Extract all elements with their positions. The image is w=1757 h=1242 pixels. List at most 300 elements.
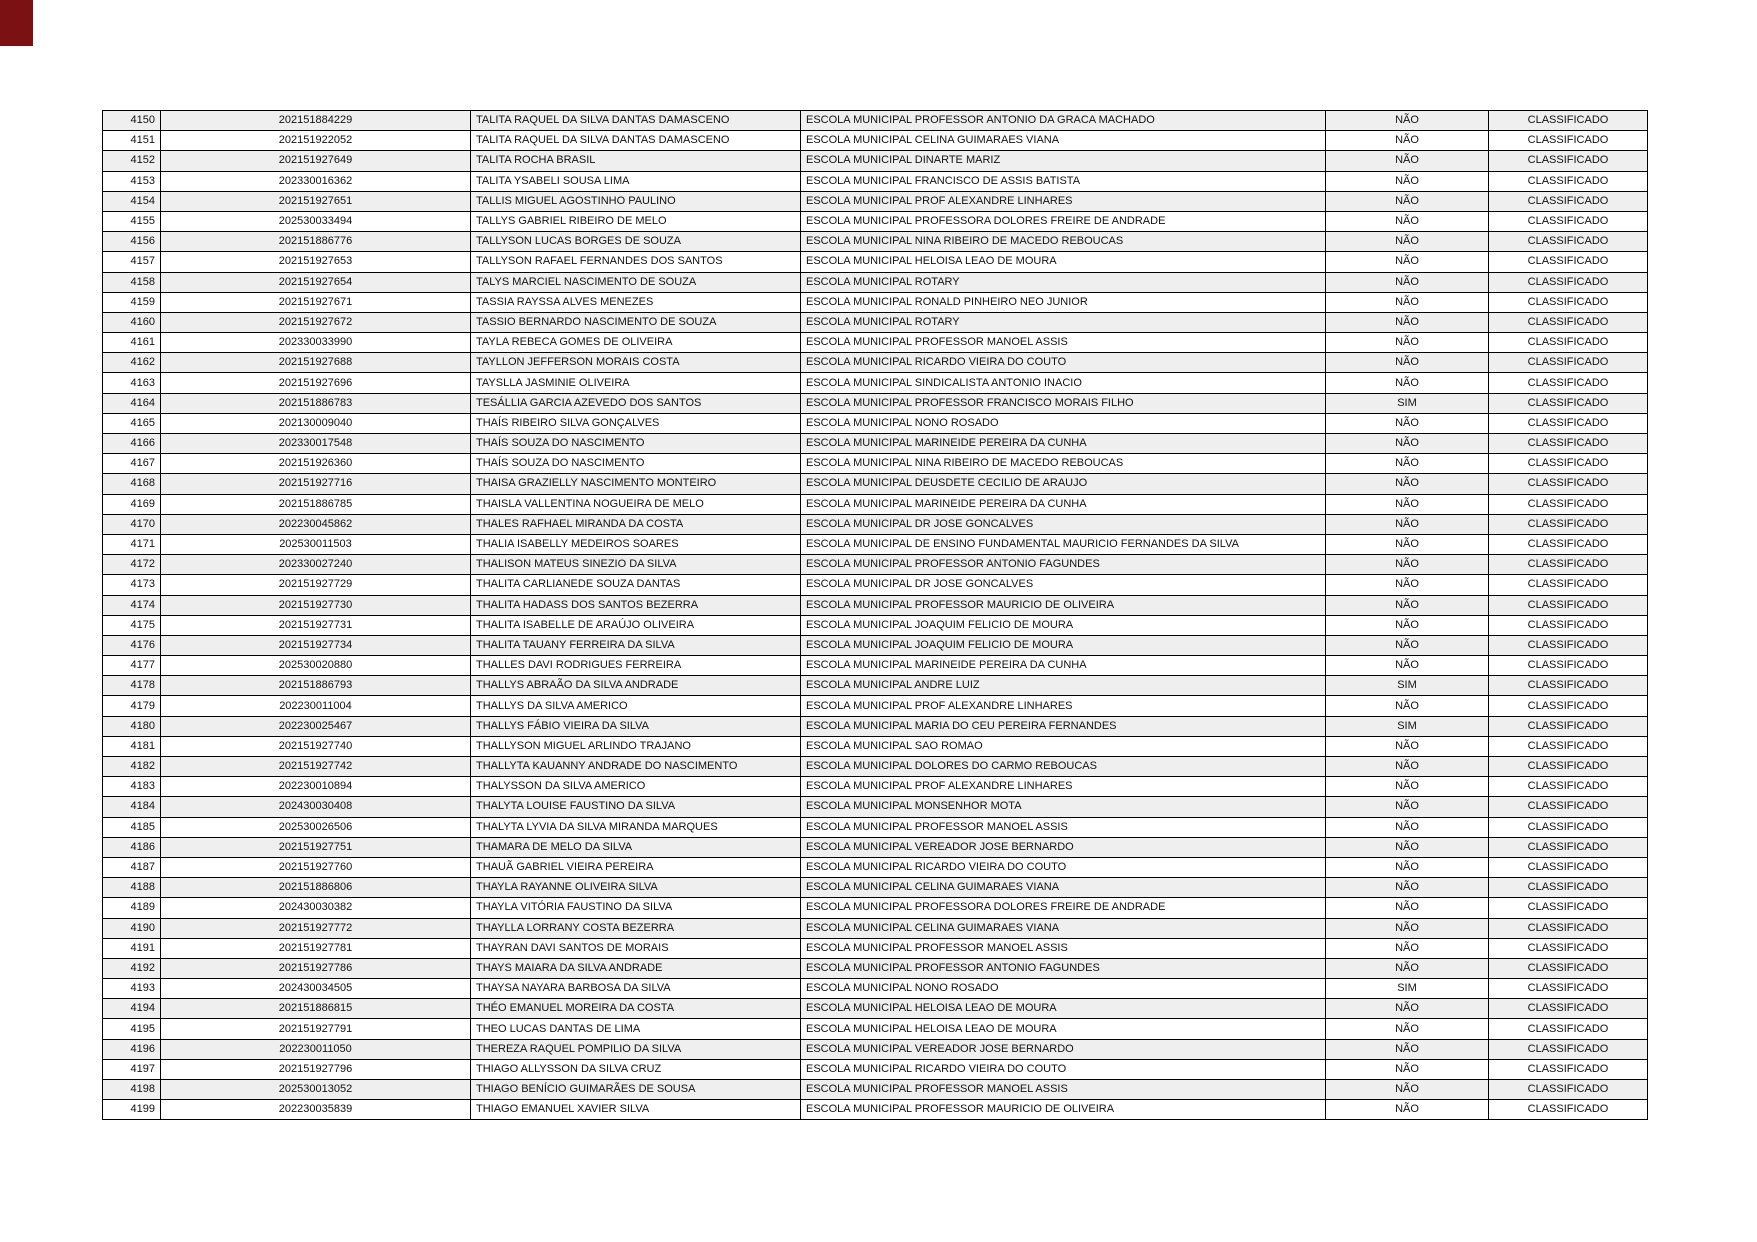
cell-enrollment-id: 202330016362 (161, 171, 471, 191)
table-row (103, 615, 1648, 635)
cell-enrollment-id: 202151927649 (161, 151, 471, 171)
table-row (103, 817, 1648, 837)
cell-school-name: ESCOLA MUNICIPAL MARINEIDE PEREIRA DA CUNHA (801, 434, 1326, 454)
cell-school-name: ESCOLA MUNICIPAL NINA RIBEIRO DE MACEDO REBOUCAS (801, 232, 1326, 252)
cell-enrollment-id: 202151886785 (161, 494, 471, 514)
cell-status: CLASSIFICADO (1489, 1100, 1648, 1120)
table-row (103, 575, 1648, 595)
table-row (103, 979, 1648, 999)
cell-enrollment-id: 202151927688 (161, 353, 471, 373)
table-row (103, 272, 1648, 292)
cell-enrollment-id: 202151927742 (161, 757, 471, 777)
cell-school-name: ESCOLA MUNICIPAL DE ENSINO FUNDAMENTAL MAURICIO FERNANDES DA SILVA (801, 534, 1326, 554)
cell-status: CLASSIFICADO (1489, 312, 1648, 332)
cell-row-number: 4174 (103, 595, 161, 615)
cell-school-name: ESCOLA MUNICIPAL MONSENHOR MOTA (801, 797, 1326, 817)
table-row (103, 191, 1648, 211)
cell-sim-nao: NÃO (1326, 131, 1489, 151)
cell-school-name: ESCOLA MUNICIPAL VEREADOR JOSE BERNARDO (801, 837, 1326, 857)
table-row (103, 999, 1648, 1019)
cell-school-name: ESCOLA MUNICIPAL PROF ALEXANDRE LINHARES (801, 696, 1326, 716)
cell-school-name: ESCOLA MUNICIPAL PROFESSOR MAURICIO DE OLIVEIRA (801, 1100, 1326, 1120)
cell-school-name: ESCOLA MUNICIPAL PROFESSOR ANTONIO FAGUNDES (801, 555, 1326, 575)
cell-enrollment-id: 202151927760 (161, 857, 471, 877)
cell-row-number: 4194 (103, 999, 161, 1019)
cell-enrollment-id: 202151927781 (161, 938, 471, 958)
cell-enrollment-id: 202151927651 (161, 191, 471, 211)
cell-status: CLASSIFICADO (1489, 131, 1648, 151)
cell-enrollment-id: 202530026506 (161, 817, 471, 837)
cell-status: CLASSIFICADO (1489, 595, 1648, 615)
cell-student-name: THAISLA VALLENTINA NOGUEIRA DE MELO (471, 494, 801, 514)
cell-sim-nao: NÃO (1326, 312, 1489, 332)
cell-school-name: ESCOLA MUNICIPAL RICARDO VIEIRA DO COUTO (801, 353, 1326, 373)
cell-student-name: TALITA RAQUEL DA SILVA DANTAS DAMASCENO (471, 111, 801, 131)
cell-row-number: 4193 (103, 979, 161, 999)
cell-student-name: THALYTA LOUISE FAUSTINO DA SILVA (471, 797, 801, 817)
cell-status: CLASSIFICADO (1489, 171, 1648, 191)
cell-status: CLASSIFICADO (1489, 696, 1648, 716)
cell-enrollment-id: 202151927786 (161, 958, 471, 978)
cell-school-name: ESCOLA MUNICIPAL VEREADOR JOSE BERNARDO (801, 1039, 1326, 1059)
cell-enrollment-id: 202151927791 (161, 1019, 471, 1039)
cell-school-name: ESCOLA MUNICIPAL NONO ROSADO (801, 413, 1326, 433)
cell-sim-nao: NÃO (1326, 111, 1489, 131)
cell-enrollment-id: 202151886815 (161, 999, 471, 1019)
cell-student-name: THALITA CARLIANEDE SOUZA DANTAS (471, 575, 801, 595)
table-row (103, 333, 1648, 353)
cell-student-name: THALLES DAVI RODRIGUES FERREIRA (471, 656, 801, 676)
cell-sim-nao: NÃO (1326, 534, 1489, 554)
cell-status: CLASSIFICADO (1489, 837, 1648, 857)
table-row (103, 736, 1648, 756)
cell-row-number: 4185 (103, 817, 161, 837)
table-row (103, 454, 1648, 474)
cell-row-number: 4171 (103, 534, 161, 554)
table-row (103, 1019, 1648, 1039)
cell-sim-nao: NÃO (1326, 474, 1489, 494)
cell-sim-nao: NÃO (1326, 837, 1489, 857)
cell-status: CLASSIFICADO (1489, 1019, 1648, 1039)
cell-school-name: ESCOLA MUNICIPAL MARINEIDE PEREIRA DA CUNHA (801, 494, 1326, 514)
cell-student-name: THALIA ISABELLY MEDEIROS SOARES (471, 534, 801, 554)
cell-student-name: THAYLLA LORRANY COSTA BEZERRA (471, 918, 801, 938)
cell-student-name: TASSIA RAYSSA ALVES MENEZES (471, 292, 801, 312)
cell-sim-nao: NÃO (1326, 514, 1489, 534)
cell-student-name: THAÍS SOUZA DO NASCIMENTO (471, 454, 801, 474)
cell-status: CLASSIFICADO (1489, 111, 1648, 131)
cell-enrollment-id: 202151927731 (161, 615, 471, 635)
cell-school-name: ESCOLA MUNICIPAL NINA RIBEIRO DE MACEDO REBOUCAS (801, 454, 1326, 474)
cell-student-name: THAÍS SOUZA DO NASCIMENTO (471, 434, 801, 454)
cell-row-number: 4187 (103, 857, 161, 877)
cell-status: CLASSIFICADO (1489, 736, 1648, 756)
cell-sim-nao: NÃO (1326, 736, 1489, 756)
cell-enrollment-id: 202151927772 (161, 918, 471, 938)
cell-status: CLASSIFICADO (1489, 1059, 1648, 1079)
cell-school-name: ESCOLA MUNICIPAL CELINA GUIMARAES VIANA (801, 918, 1326, 938)
cell-row-number: 4155 (103, 211, 161, 231)
cell-sim-nao: NÃO (1326, 494, 1489, 514)
cell-row-number: 4163 (103, 373, 161, 393)
cell-sim-nao: NÃO (1326, 696, 1489, 716)
cell-sim-nao: NÃO (1326, 555, 1489, 575)
cell-school-name: ESCOLA MUNICIPAL JOAQUIM FELICIO DE MOURA (801, 615, 1326, 635)
table-row (103, 635, 1648, 655)
cell-school-name: ESCOLA MUNICIPAL JOAQUIM FELICIO DE MOURA (801, 635, 1326, 655)
cell-student-name: THALLYS ABRAÃO DA SILVA ANDRADE (471, 676, 801, 696)
cell-row-number: 4178 (103, 676, 161, 696)
cell-student-name: THÉO EMANUEL MOREIRA DA COSTA (471, 999, 801, 1019)
cell-student-name: THALISON MATEUS SINEZIO DA SILVA (471, 555, 801, 575)
cell-status: CLASSIFICADO (1489, 292, 1648, 312)
cell-row-number: 4181 (103, 736, 161, 756)
table-row (103, 252, 1648, 272)
cell-status: CLASSIFICADO (1489, 757, 1648, 777)
cell-school-name: ESCOLA MUNICIPAL DEUSDETE CECILIO DE ARAUJO (801, 474, 1326, 494)
cell-student-name: THAMARA DE MELO DA SILVA (471, 837, 801, 857)
cell-sim-nao: SIM (1326, 676, 1489, 696)
cell-row-number: 4198 (103, 1080, 161, 1100)
cell-student-name: THALITA HADASS DOS SANTOS BEZERRA (471, 595, 801, 615)
table-row (103, 878, 1648, 898)
table-row (103, 757, 1648, 777)
cell-status: CLASSIFICADO (1489, 635, 1648, 655)
cell-sim-nao: NÃO (1326, 938, 1489, 958)
cell-student-name: THEO LUCAS DANTAS DE LIMA (471, 1019, 801, 1039)
cell-row-number: 4196 (103, 1039, 161, 1059)
cell-student-name: THALLYTA KAUANNY ANDRADE DO NASCIMENTO (471, 757, 801, 777)
cell-sim-nao: NÃO (1326, 1059, 1489, 1079)
cell-status: CLASSIFICADO (1489, 979, 1648, 999)
table-row (103, 857, 1648, 877)
cell-row-number: 4158 (103, 272, 161, 292)
cell-student-name: TALITA RAQUEL DA SILVA DANTAS DAMASCENO (471, 131, 801, 151)
cell-sim-nao: SIM (1326, 393, 1489, 413)
cell-enrollment-id: 202151927672 (161, 312, 471, 332)
results-table-body (103, 111, 1648, 1120)
cell-row-number: 4170 (103, 514, 161, 534)
table-row (103, 151, 1648, 171)
classification-results-table (102, 110, 1648, 1120)
cell-row-number: 4175 (103, 615, 161, 635)
cell-student-name: THAYSA NAYARA BARBOSA DA SILVA (471, 979, 801, 999)
cell-enrollment-id: 202151927734 (161, 635, 471, 655)
cell-status: CLASSIFICADO (1489, 393, 1648, 413)
cell-enrollment-id: 202151927751 (161, 837, 471, 857)
cell-status: CLASSIFICADO (1489, 797, 1648, 817)
cell-row-number: 4195 (103, 1019, 161, 1039)
cell-row-number: 4190 (103, 918, 161, 938)
cell-status: CLASSIFICADO (1489, 958, 1648, 978)
cell-enrollment-id: 202151927653 (161, 252, 471, 272)
cell-status: CLASSIFICADO (1489, 716, 1648, 736)
cell-sim-nao: NÃO (1326, 958, 1489, 978)
cell-row-number: 4151 (103, 131, 161, 151)
cell-status: CLASSIFICADO (1489, 817, 1648, 837)
table-row (103, 938, 1648, 958)
cell-row-number: 4186 (103, 837, 161, 857)
cell-enrollment-id: 202151884229 (161, 111, 471, 131)
cell-row-number: 4169 (103, 494, 161, 514)
cell-enrollment-id: 202230011004 (161, 696, 471, 716)
cell-sim-nao: NÃO (1326, 757, 1489, 777)
cell-status: CLASSIFICADO (1489, 918, 1648, 938)
cell-sim-nao: NÃO (1326, 635, 1489, 655)
cell-row-number: 4162 (103, 353, 161, 373)
cell-school-name: ESCOLA MUNICIPAL PROF ALEXANDRE LINHARES (801, 777, 1326, 797)
cell-sim-nao: NÃO (1326, 1019, 1489, 1039)
cell-enrollment-id: 202151886776 (161, 232, 471, 252)
cell-school-name: ESCOLA MUNICIPAL PROFESSOR MANOEL ASSIS (801, 817, 1326, 837)
cell-sim-nao: NÃO (1326, 1080, 1489, 1100)
table-row (103, 898, 1648, 918)
cell-student-name: THALLYSON MIGUEL ARLINDO TRAJANO (471, 736, 801, 756)
cell-school-name: ESCOLA MUNICIPAL HELOISA LEAO DE MOURA (801, 999, 1326, 1019)
table-row (103, 111, 1648, 131)
cell-school-name: ESCOLA MUNICIPAL PROFESSOR MAURICIO DE OLIVEIRA (801, 595, 1326, 615)
cell-status: CLASSIFICADO (1489, 514, 1648, 534)
cell-status: CLASSIFICADO (1489, 656, 1648, 676)
cell-status: CLASSIFICADO (1489, 333, 1648, 353)
cell-sim-nao: NÃO (1326, 1039, 1489, 1059)
cell-row-number: 4152 (103, 151, 161, 171)
cell-status: CLASSIFICADO (1489, 353, 1648, 373)
cell-enrollment-id: 202151927654 (161, 272, 471, 292)
cell-sim-nao: NÃO (1326, 413, 1489, 433)
cell-row-number: 4180 (103, 716, 161, 736)
cell-row-number: 4168 (103, 474, 161, 494)
cell-student-name: THIAGO ALLYSSON DA SILVA CRUZ (471, 1059, 801, 1079)
cell-enrollment-id: 202330033990 (161, 333, 471, 353)
cell-enrollment-id: 202230011050 (161, 1039, 471, 1059)
cell-sim-nao: NÃO (1326, 797, 1489, 817)
cell-sim-nao: SIM (1326, 716, 1489, 736)
cell-row-number: 4157 (103, 252, 161, 272)
cell-sim-nao: NÃO (1326, 434, 1489, 454)
cell-sim-nao: NÃO (1326, 232, 1489, 252)
cell-row-number: 4177 (103, 656, 161, 676)
cell-enrollment-id: 202151886793 (161, 676, 471, 696)
cell-status: CLASSIFICADO (1489, 676, 1648, 696)
cell-student-name: THAISA GRAZIELLY NASCIMENTO MONTEIRO (471, 474, 801, 494)
cell-status: CLASSIFICADO (1489, 938, 1648, 958)
table-row (103, 312, 1648, 332)
cell-row-number: 4156 (103, 232, 161, 252)
cell-student-name: TASSIO BERNARDO NASCIMENTO DE SOUZA (471, 312, 801, 332)
cell-enrollment-id: 202130009040 (161, 413, 471, 433)
cell-enrollment-id: 202151927729 (161, 575, 471, 595)
table-row (103, 555, 1648, 575)
cell-row-number: 4164 (103, 393, 161, 413)
cell-student-name: THAYLA VITÓRIA FAUSTINO DA SILVA (471, 898, 801, 918)
cell-status: CLASSIFICADO (1489, 494, 1648, 514)
cell-enrollment-id: 202430030408 (161, 797, 471, 817)
cell-status: CLASSIFICADO (1489, 252, 1648, 272)
table-row (103, 434, 1648, 454)
table-row (103, 696, 1648, 716)
cell-row-number: 4182 (103, 757, 161, 777)
cell-enrollment-id: 202151886783 (161, 393, 471, 413)
cell-row-number: 4159 (103, 292, 161, 312)
cell-enrollment-id: 202230025467 (161, 716, 471, 736)
cell-status: CLASSIFICADO (1489, 232, 1648, 252)
cell-enrollment-id: 202530011503 (161, 534, 471, 554)
cell-school-name: ESCOLA MUNICIPAL PROFESSORA DOLORES FREIRE DE ANDRADE (801, 211, 1326, 231)
table-row (103, 1059, 1648, 1079)
cell-school-name: ESCOLA MUNICIPAL PROFESSORA DOLORES FREIRE DE ANDRADE (801, 898, 1326, 918)
table-row (103, 393, 1648, 413)
table-row (103, 232, 1648, 252)
table-row (103, 1080, 1648, 1100)
cell-enrollment-id: 202151927730 (161, 595, 471, 615)
cell-status: CLASSIFICADO (1489, 857, 1648, 877)
cell-row-number: 4160 (103, 312, 161, 332)
cell-student-name: THALITA ISABELLE DE ARAÚJO OLIVEIRA (471, 615, 801, 635)
cell-sim-nao: NÃO (1326, 211, 1489, 231)
cell-enrollment-id: 202151922052 (161, 131, 471, 151)
cell-status: CLASSIFICADO (1489, 413, 1648, 433)
cell-student-name: THIAGO EMANUEL XAVIER SILVA (471, 1100, 801, 1120)
cell-school-name: ESCOLA MUNICIPAL HELOISA LEAO DE MOURA (801, 252, 1326, 272)
cell-enrollment-id: 202151927740 (161, 736, 471, 756)
cell-status: CLASSIFICADO (1489, 474, 1648, 494)
cell-sim-nao: NÃO (1326, 373, 1489, 393)
cell-sim-nao: NÃO (1326, 918, 1489, 938)
cell-school-name: ESCOLA MUNICIPAL HELOISA LEAO DE MOURA (801, 1019, 1326, 1039)
cell-status: CLASSIFICADO (1489, 434, 1648, 454)
cell-row-number: 4172 (103, 555, 161, 575)
cell-sim-nao: SIM (1326, 979, 1489, 999)
table-row (103, 676, 1648, 696)
cell-school-name: ESCOLA MUNICIPAL MARIA DO CEU PEREIRA FERNANDES (801, 716, 1326, 736)
cell-row-number: 4191 (103, 938, 161, 958)
corner-marker (0, 0, 33, 46)
cell-school-name: ESCOLA MUNICIPAL MARINEIDE PEREIRA DA CUNHA (801, 656, 1326, 676)
cell-student-name: THAUÃ GABRIEL VIEIRA PEREIRA (471, 857, 801, 877)
cell-student-name: TAYLLON JEFFERSON MORAIS COSTA (471, 353, 801, 373)
cell-student-name: THAYRAN DAVI SANTOS DE MORAIS (471, 938, 801, 958)
cell-sim-nao: NÃO (1326, 999, 1489, 1019)
table-row (103, 837, 1648, 857)
cell-school-name: ESCOLA MUNICIPAL DOLORES DO CARMO REBOUCAS (801, 757, 1326, 777)
cell-school-name: ESCOLA MUNICIPAL PROFESSOR MANOEL ASSIS (801, 333, 1326, 353)
cell-student-name: THALITA TAUANY FERREIRA DA SILVA (471, 635, 801, 655)
cell-status: CLASSIFICADO (1489, 211, 1648, 231)
cell-school-name: ESCOLA MUNICIPAL PROFESSOR ANTONIO FAGUNDES (801, 958, 1326, 978)
cell-student-name: TALITA ROCHA BRASIL (471, 151, 801, 171)
cell-school-name: ESCOLA MUNICIPAL ANDRE LUIZ (801, 676, 1326, 696)
cell-school-name: ESCOLA MUNICIPAL ROTARY (801, 272, 1326, 292)
cell-enrollment-id: 202530033494 (161, 211, 471, 231)
table-row (103, 131, 1648, 151)
cell-sim-nao: NÃO (1326, 595, 1489, 615)
cell-sim-nao: NÃO (1326, 333, 1489, 353)
cell-row-number: 4179 (103, 696, 161, 716)
table-row (103, 514, 1648, 534)
cell-sim-nao: NÃO (1326, 878, 1489, 898)
table-row (103, 716, 1648, 736)
cell-status: CLASSIFICADO (1489, 777, 1648, 797)
cell-status: CLASSIFICADO (1489, 555, 1648, 575)
cell-school-name: ESCOLA MUNICIPAL DR JOSE GONCALVES (801, 575, 1326, 595)
cell-sim-nao: NÃO (1326, 171, 1489, 191)
cell-school-name: ESCOLA MUNICIPAL SAO ROMAO (801, 736, 1326, 756)
cell-sim-nao: NÃO (1326, 191, 1489, 211)
cell-row-number: 4184 (103, 797, 161, 817)
cell-row-number: 4197 (103, 1059, 161, 1079)
cell-student-name: TAYLA REBECA GOMES DE OLIVEIRA (471, 333, 801, 353)
cell-enrollment-id: 202430034505 (161, 979, 471, 999)
cell-student-name: TALLIS MIGUEL AGOSTINHO PAULINO (471, 191, 801, 211)
cell-row-number: 4199 (103, 1100, 161, 1120)
cell-row-number: 4189 (103, 898, 161, 918)
cell-enrollment-id: 202230035839 (161, 1100, 471, 1120)
cell-school-name: ESCOLA MUNICIPAL CELINA GUIMARAES VIANA (801, 131, 1326, 151)
cell-status: CLASSIFICADO (1489, 999, 1648, 1019)
cell-school-name: ESCOLA MUNICIPAL SINDICALISTA ANTONIO INACIO (801, 373, 1326, 393)
cell-school-name: ESCOLA MUNICIPAL PROF ALEXANDRE LINHARES (801, 191, 1326, 211)
cell-sim-nao: NÃO (1326, 898, 1489, 918)
table-row (103, 353, 1648, 373)
cell-enrollment-id: 202151927696 (161, 373, 471, 393)
table-row (103, 656, 1648, 676)
table-row (103, 474, 1648, 494)
table-row (103, 1039, 1648, 1059)
cell-status: CLASSIFICADO (1489, 534, 1648, 554)
cell-student-name: TESÁLLIA GARCIA AZEVEDO DOS SANTOS (471, 393, 801, 413)
cell-school-name: ESCOLA MUNICIPAL PROFESSOR FRANCISCO MORAIS FILHO (801, 393, 1326, 413)
cell-enrollment-id: 202151926360 (161, 454, 471, 474)
cell-school-name: ESCOLA MUNICIPAL CELINA GUIMARAES VIANA (801, 878, 1326, 898)
table-row (103, 171, 1648, 191)
table-row (103, 777, 1648, 797)
table-row (103, 595, 1648, 615)
cell-school-name: ESCOLA MUNICIPAL PROFESSOR MANOEL ASSIS (801, 1080, 1326, 1100)
cell-school-name: ESCOLA MUNICIPAL DR JOSE GONCALVES (801, 514, 1326, 534)
cell-row-number: 4173 (103, 575, 161, 595)
cell-enrollment-id: 202151886806 (161, 878, 471, 898)
cell-enrollment-id: 202230045862 (161, 514, 471, 534)
cell-row-number: 4192 (103, 958, 161, 978)
table-row (103, 958, 1648, 978)
cell-student-name: THALYSSON DA SILVA AMERICO (471, 777, 801, 797)
cell-status: CLASSIFICADO (1489, 575, 1648, 595)
cell-sim-nao: NÃO (1326, 615, 1489, 635)
cell-row-number: 4188 (103, 878, 161, 898)
cell-student-name: THIAGO BENÍCIO GUIMARÃES DE SOUSA (471, 1080, 801, 1100)
cell-enrollment-id: 202330027240 (161, 555, 471, 575)
cell-school-name: ESCOLA MUNICIPAL DINARTE MARIZ (801, 151, 1326, 171)
cell-row-number: 4165 (103, 413, 161, 433)
cell-enrollment-id: 202151927796 (161, 1059, 471, 1079)
cell-row-number: 4166 (103, 434, 161, 454)
cell-sim-nao: NÃO (1326, 1100, 1489, 1120)
table-row (103, 918, 1648, 938)
cell-sim-nao: NÃO (1326, 857, 1489, 877)
cell-student-name: THEREZA RAQUEL POMPILIO DA SILVA (471, 1039, 801, 1059)
cell-sim-nao: NÃO (1326, 656, 1489, 676)
cell-row-number: 4161 (103, 333, 161, 353)
cell-student-name: TALLYS GABRIEL RIBEIRO DE MELO (471, 211, 801, 231)
table-row (103, 211, 1648, 231)
cell-status: CLASSIFICADO (1489, 898, 1648, 918)
cell-school-name: ESCOLA MUNICIPAL PROFESSOR ANTONIO DA GRACA MACHADO (801, 111, 1326, 131)
cell-school-name: ESCOLA MUNICIPAL NONO ROSADO (801, 979, 1326, 999)
cell-student-name: THAÍS RIBEIRO SILVA GONÇALVES (471, 413, 801, 433)
cell-school-name: ESCOLA MUNICIPAL RICARDO VIEIRA DO COUTO (801, 857, 1326, 877)
cell-sim-nao: NÃO (1326, 353, 1489, 373)
